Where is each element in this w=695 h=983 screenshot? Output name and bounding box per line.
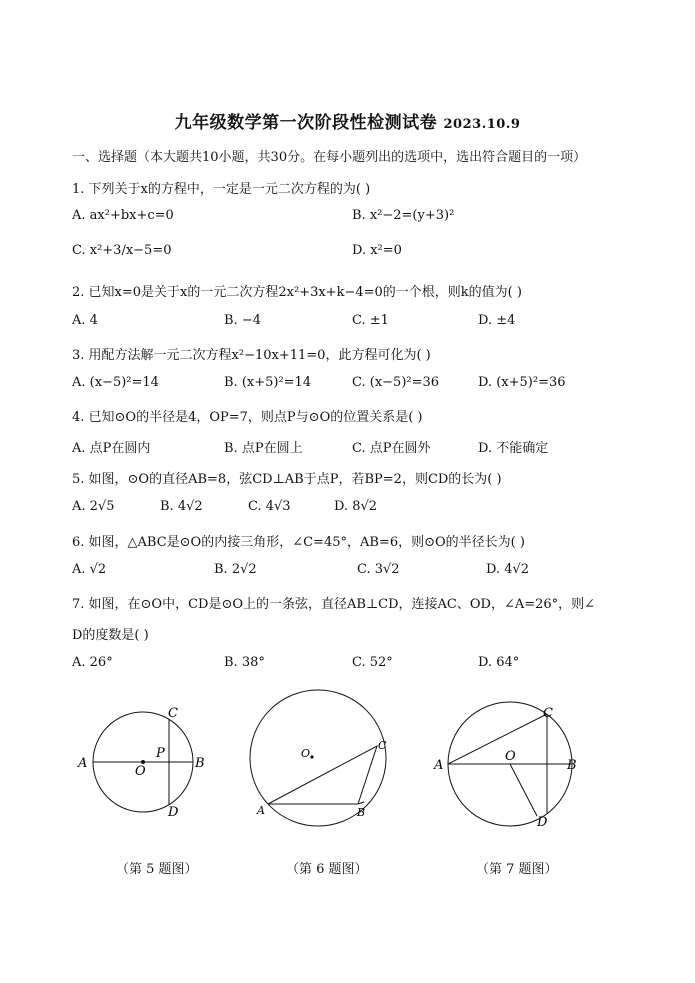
fig7-segment-od	[510, 764, 537, 816]
q3-option-c: C. (x−5)²=36	[352, 375, 440, 390]
page-title	[0, 108, 695, 133]
q2-option-d: D. ±4	[478, 313, 516, 328]
q5-option-c: C. 4√3	[248, 499, 291, 514]
fig6-label-o: O	[301, 747, 311, 760]
fig7-label-o: O	[505, 749, 516, 764]
fig7-label-d: D	[537, 815, 548, 830]
fig6-label-b: B	[357, 806, 366, 819]
q2-option-a: A. 4	[72, 313, 98, 328]
q7-option-a: A. 26°	[72, 655, 113, 670]
fig6-label-c: C	[378, 739, 387, 752]
q7-option-c: C. 52°	[352, 655, 393, 670]
q6-option-b: B. 2√2	[214, 562, 257, 577]
fig5-label-b: B	[195, 756, 205, 771]
q4-option-b: B. 点P在圆上	[224, 441, 303, 456]
figure-5	[70, 695, 220, 825]
q1-stem: 1. 下列关于x的方程中，一定是一元二次方程的为( )	[72, 182, 371, 197]
q5-stem: 5. 如图，⊙O的直径AB=8，弦CD⊥AB于点P，若BP=2，则CD的长为( )	[72, 472, 502, 487]
q3-option-b: B. (x+5)²=14	[224, 375, 312, 390]
fig5-label-o: O	[135, 764, 146, 779]
q7-stem-line2: D的度数是( )	[72, 628, 149, 643]
fig6-triangle-abc	[268, 746, 377, 804]
q7-option-b: B. 38°	[224, 655, 265, 670]
q1-option-b: B. x²−2=(y+3)²	[352, 208, 455, 223]
q3-stem: 3. 用配方法解一元二次方程x²−10x+11=0，此方程可化为( )	[72, 348, 431, 363]
q2-option-b: B. −4	[224, 313, 261, 328]
fig6-label-a: A	[257, 804, 265, 817]
fig7-label-a: A	[434, 758, 444, 773]
q5-option-d: D. 8√2	[334, 499, 378, 514]
figure-7	[430, 700, 590, 835]
q1-option-c: C. x²+3/x−5=0	[72, 243, 172, 258]
q2-stem: 2. 已知x=0是关于x的一元二次方程2x²+3x+k−4=0的一个根，则k的值为( )	[72, 285, 522, 300]
q4-option-d: D. 不能确定	[478, 441, 549, 456]
fig7-label-c: C	[543, 706, 553, 721]
fig5-label-d: D	[168, 805, 179, 820]
fig5-label-c: C	[168, 706, 178, 721]
q5-option-a: A. 2√5	[72, 499, 115, 514]
fig5-label-p: P	[156, 746, 165, 761]
figure-6	[240, 688, 400, 828]
q3-option-a: A. (x−5)²=14	[72, 375, 159, 390]
q6-option-d: D. 4√2	[486, 562, 530, 577]
q3-option-d: D. (x+5)²=36	[478, 375, 566, 390]
q6-option-c: C. 3√2	[357, 562, 400, 577]
q7-stem-line1: 7. 如图，在⊙O中，CD是⊙O上的一条弦，直径AB⊥CD，连接AC、OD，∠A=26°，则∠	[72, 597, 596, 612]
section-heading: 一、选择题（本大题共10小题，共30分。在每小题列出的选项中，选出符合题目的一项）	[72, 150, 587, 165]
figure-6-caption: （第 6 题图）	[286, 862, 368, 877]
figure-5-caption: （第 5 题图）	[116, 862, 198, 877]
q6-option-a: A. √2	[72, 562, 107, 577]
q7-option-d: D. 64°	[478, 655, 520, 670]
fig5-label-a: A	[78, 756, 88, 771]
fig6-circle	[250, 690, 386, 826]
fig7-label-b: B	[567, 758, 577, 773]
q4-stem: 4. 已知⊙O的半径是4，OP=7，则点P与⊙O的位置关系是( )	[72, 410, 423, 425]
q4-option-c: C. 点P在圆外	[352, 441, 431, 456]
title-text: 九年级数学第一次阶段性检测试卷	[174, 113, 438, 133]
q2-option-c: C. ±1	[352, 313, 389, 328]
fig6-center-dot	[310, 755, 313, 758]
q1-option-d: D. x²=0	[352, 243, 402, 258]
fig7-segment-ac	[448, 714, 547, 764]
q5-option-b: B. 4√2	[160, 499, 203, 514]
q1-option-a: A. ax²+bx+c=0	[72, 208, 174, 223]
figure-7-caption: （第 7 题图）	[476, 862, 558, 877]
exam-date: 2023.10.9	[443, 117, 521, 132]
q6-stem: 6. 如图，△ABC是⊙O的内接三角形，∠C=45°，AB=6，则⊙O的半径长为( )	[72, 535, 525, 550]
q4-option-a: A. 点P在圆内	[72, 441, 151, 456]
